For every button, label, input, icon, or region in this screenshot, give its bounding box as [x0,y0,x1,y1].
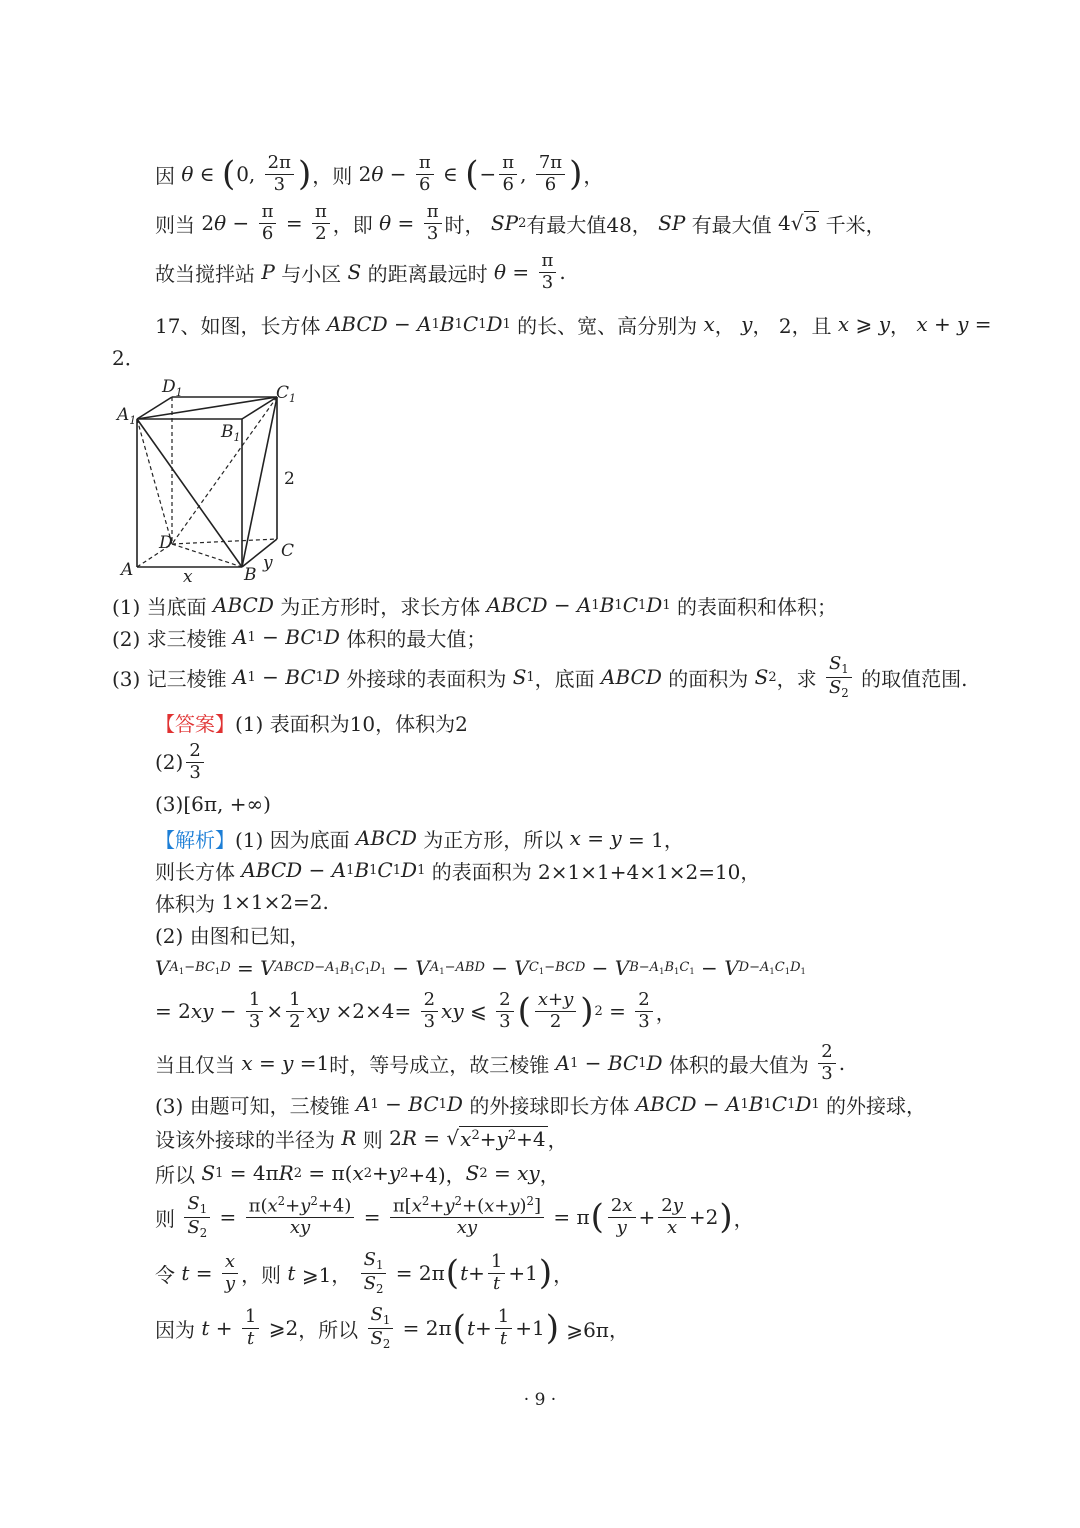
label-D: D [159,533,173,553]
question-1: (1) 当底面 ABCD 为正方形时，求长方体 ABCD − A 1 B 1 C 1 D 1 的表面积和体积； [112,593,837,619]
label-C1: $C_1$ [276,383,297,405]
edge-y-label: y [263,553,273,573]
answer-1: 【答案】 (1) 表面积为10，体积为2 [155,706,468,738]
question-3: (3) 记三棱锥 A 1 − BC 1 D 外接球的表面积为 S 1 ，底面 ABCD 的面积为 S 2 ，求 $\frac{S_1}{S_2}$ 的取值范围. [112,652,968,700]
answer-2: (2) $\frac{2}{3}$ [155,740,207,784]
solution-line-1: 因 θ ∈ ( 0, $\frac{2\pi}{3}$ ) ，则 2 θ − $\frac{\pi}{6}$ ∈ ( − $\frac{\pi}{6}$ , $\frac{7\pi}{6}$ ) ， [155,151,604,195]
label-C: C [281,541,295,561]
solution-line-2: 则当 2 θ − $\frac{\pi}{6}$ = $\frac{\pi}{2}$ ，即 θ = $\frac{\pi}{3}$ 时， SP 2 有最大值48， SP 有最大值 4 √ 3 千米， [155,200,886,244]
label-B1: $B_1$ [221,422,241,444]
analysis-5: V $A_1-BC_1D$ = V $ABCD-A_1B_1C_1D_1$ − V $A_1-ABD$ − V $C_1-BCD$ − V $B-A_1B_1C_1$ − V $D-A_1C_1D_1$ [155,956,806,980]
page-number: · 9 · [523,1390,557,1410]
answer-3: (3)[6π, +∞) [155,792,271,816]
problem-stem-cont: 2． [112,345,145,370]
solution-line-3: 故当搅拌站 P 与小区 S 的距离最远时 θ = $\frac{\pi}{3}$ . [155,249,566,293]
analysis-13: 因为 t + $\frac{1}{t}$ ⩾2 ，所以 $\frac{S_1}{S_2}$ = 2π ( t + $\frac{1}{t}$ +1 ) ⩾6π， [155,1303,629,1351]
edge-x-label: x [183,567,193,587]
analysis-1: 【解析】 (1) 因为底面 ABCD 为正方形，所以 x = y = 1， [155,822,684,854]
problem-stem: 17、 如图，长方体 ABCD − A 1 B 1 C 1 D 1 的长、宽、高分别为 x ， y ， 2 ，且 x ⩾ y ， x + y = [155,312,992,338]
answer-tag: 【答案】 [155,711,235,736]
analysis-4: (2) 由图和已知， [155,923,310,948]
analysis-8: (3) 由题可知，三棱锥 A 1 − BC 1 D 的外接球即长方体 ABCD − A 1 B 1 C 1 D 1 的外接球， [155,1092,927,1118]
analysis-12: 令 t = $\frac{x}{y}$ ，则 t ⩾1， $\frac{S_1}{S_2}$ = 2π ( t + $\frac{1}{t}$ +1 ) ， [155,1248,574,1296]
analysis-11: 则 $\frac{S_1}{S_2}$ = $\frac{\pi(x^2+y^2+4)}{xy}$ = $\frac{\pi[x^2+y^2+(x+y)^2]}{xy}$ = π ( $\frac{2x}{y}$ + $\frac{2y}{x}$ +2 ) ， [155,1192,754,1240]
analysis-7: 当且仅当 x = y =1 时，等号成立，故三棱锥 A 1 − BC 1 D 体积的最大值为 $\frac{2}{3}$ . [155,1040,846,1084]
analysis-10: 所以 S 1 = 4π R 2 = π( x 2 + y 2 +4)， S 2 = xy ， [155,1161,560,1187]
question-2: (2) 求三棱锥 A 1 − BC 1 D 体积的最大值； [112,625,487,651]
label-D1: $D_1$ [162,377,183,399]
analysis-9: 设该外接球的半径为 R 则 2 R = √ $x^2+y^2+4$ ， [155,1125,568,1152]
label-A1: $A_1$ [117,405,137,427]
analysis-3: 体积为 1×1×2=2. [155,890,329,916]
label-B: B [244,565,257,585]
label-A: A [121,560,134,580]
analysis-6: = 2 xy − $\frac{1}{3}$ × $\frac{1}{2}$ xy ×2×4= $\frac{2}{3}$ xy ⩽ $\frac{2}{3}$ ( $\frac{x+y}{2}$ ) 2 = $\frac{2}{3}$ ， [155,988,676,1032]
analysis-tag: 【解析】 [155,827,235,852]
edge-height-label: 2 [284,469,295,489]
cuboid-figure [112,372,312,587]
analysis-2: 则长方体 ABCD − A 1 B 1 C 1 D 1 的表面积为 2×1×1+4×1×2=10， [155,858,761,884]
